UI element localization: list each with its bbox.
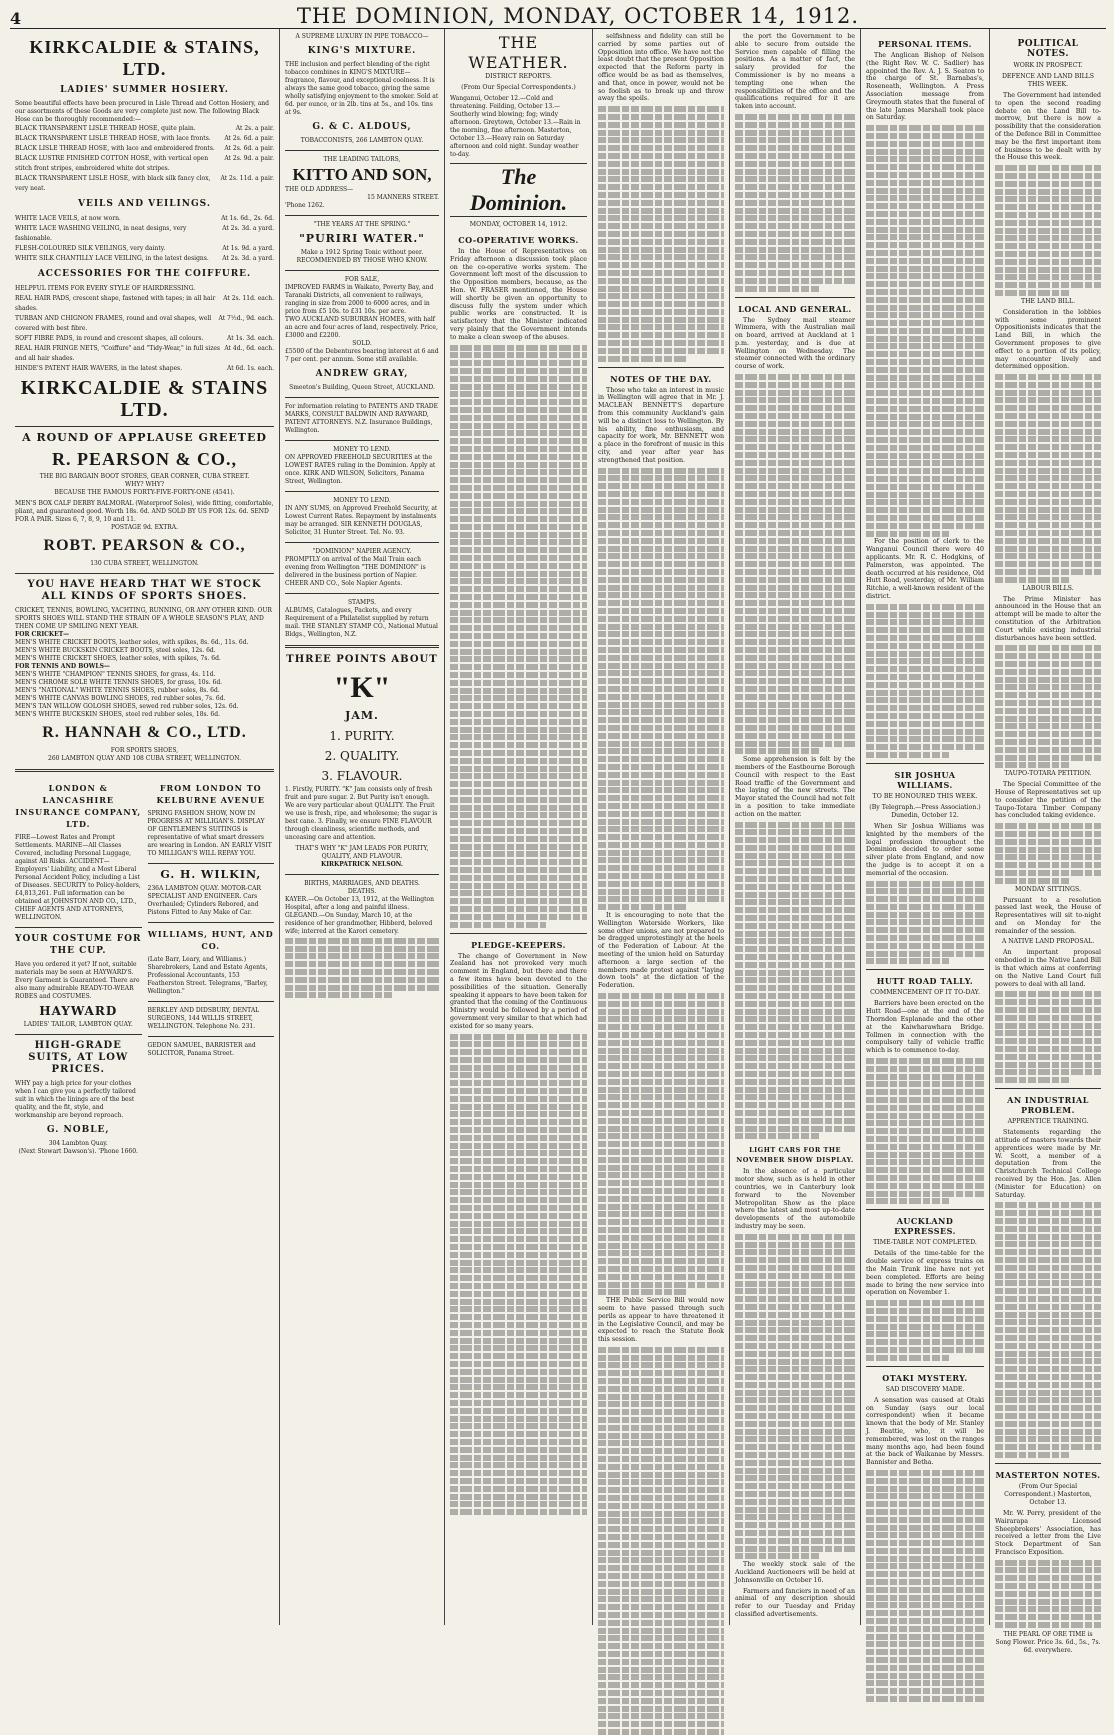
dominion-masthead: The Dominion.: [450, 163, 587, 217]
local-body: The Sydney mail steamer Wimmera, with the Australian mail on board, arrived at Auckland at 1 p.m. yesterday, and is due at Wellington on Wednesday. The steamer connected with the ordinary course of work.: [735, 316, 855, 371]
sold-heading: SOLD.: [352, 340, 372, 347]
jam-title: JAM.: [345, 709, 379, 722]
births-heading: BIRTHS, MARRIAGES, AND DEATHS.: [304, 880, 420, 887]
fanciers-note: Farmers and fanciers in need of an animal of any description should refer to our Tuesday and Friday classified advertisements.: [735, 1587, 855, 1618]
item-name: REAL HAIR PADS, crescent shape, fastened with tapes; in all hair shades.: [15, 295, 216, 312]
leading-tailors: THE LEADING TAILORS,: [323, 156, 401, 163]
wilkin-title: G. H. WILKIN,: [160, 868, 262, 881]
kitto-title: KITTO AND SON,: [292, 165, 432, 184]
masterton-body: Mr. W. Perry, president of the Wairarapa Licensed Sheepbrokers' Association, has received a letter from the Live Stock Department of San Francisco Exposition.: [995, 1509, 1101, 1556]
for-cricket: FOR CRICKET—: [15, 631, 70, 638]
puriri-body: Make a 1912 Spring Tonic without peer. RECOMMENDED BY THOSE WHO KNOW.: [296, 249, 428, 264]
auckland-heading: AUCKLAND EXPRESSES.: [894, 1216, 956, 1237]
hutt-road-heading: HUTT ROAD TALLY.: [876, 976, 974, 987]
kirkcaldie-title-2: KIRKCALDIE & STAINS LTD.: [20, 377, 269, 421]
kitto-phone: 'Phone 1262.: [285, 202, 325, 209]
auckland-body: Details of the time-table for the double service of express trains on the Main Trunk line have not yet been completed. Efforts are being made to bring the new service into operation on November 1.: [866, 1250, 984, 1297]
item-price: At 7½d., 9d. each.: [218, 315, 274, 322]
for-sale-heading: FOR SALE,: [344, 276, 380, 283]
public-service-body: THE Public Service Bill would now seem to have passed through such perils as appear to have threatened it in the Legislative Council, and may be expected to reach the Statute Book this session.: [598, 1297, 724, 1344]
point-flavour: 3. FLAVOUR.: [321, 769, 403, 783]
hannah-sub: FOR SPORTS SHOES,: [110, 747, 179, 754]
price-row: [15, 134, 274, 144]
item-name: WHITE SILK CHANTILLY LACE VEILING, in the latest designs.: [15, 255, 209, 262]
item-price: At 4d., 6d. each.: [224, 345, 274, 352]
patents-text: For information relating to PATENTS AND TRADE MARKS, CONSULT BALDWIN AND RAYWARD, PATENT ATTORNEYS. N.Z. Insurance Buildings, Wellington.: [285, 403, 438, 434]
kelburne-title: FROM LONDON TO KELBURNE AVENUE: [156, 783, 266, 805]
robt-pearson-title: ROBT. PEARSON & CO.,: [43, 537, 246, 554]
weather-title: THE WEATHER.: [468, 33, 569, 72]
high-grade-title: HIGH-GRADE SUITS, AT LOW PRICES.: [28, 1040, 129, 1075]
sold-body: £5500 of the Debentures bearing interest at 6 and 7 per cent. per annum. Some still available.: [285, 348, 439, 363]
item-name: BLACK LUSTRE FINISHED COTTON HOSE, with vertical open stitch front stripes, embroidered white dot stripes.: [15, 155, 209, 172]
veils-list: [15, 214, 274, 264]
item-name: BLACK TRANSPARENT LISLE THREAD HOSE, with lace fronts.: [15, 135, 211, 142]
honoured-body: When Sir Joshua Williams was knighted by the members of the legal profession throughout the Dominion decided to order some silver plate from England, and now the judge is to accept it on a memorial of the occasion.: [866, 822, 984, 877]
masterton-sub: (From Our Special Correspondent.) Masterton, October 13.: [1004, 1482, 1092, 1506]
hayward-address: LADIES' TAILOR, LAMBTON QUAY.: [23, 1021, 133, 1028]
point-purity: 1. PURITY.: [329, 729, 395, 743]
gedon-text: GEDON SAMUEL, BARRISTER and SOLICITOR, Panama Street.: [147, 1042, 256, 1057]
weather-body: Wanganui, October 12.—Cold and threatening. Feilding, October 13.—Southerly wind blowing; fog; windy afternoon. Greytown, October 13.—Rain in the morning, fine afternoon. Masterton, October 13.—Heavy rain on Saturday afternoon and cold night. Sunday weather to-day.: [450, 95, 581, 158]
item-name: TURBAN AND CHIGNON FRAMES, round and oval shapes, well covered with best fibre.: [15, 315, 212, 332]
light-cars-body: In the absence of a particular motor show, such as is held in other countries, we in Canterbury look forward to the November Metropolitan Show as the place where the latest and most up-to-date developments of the automobile industry may be seen.: [735, 1168, 855, 1230]
item-price: At 2s. 6d. a pair.: [224, 135, 274, 142]
monday-sub: MONDAY SITTINGS.: [1015, 885, 1081, 893]
price-row: [15, 284, 274, 294]
hosiery-heading: LADIES' SUMMER HOSIERY.: [60, 85, 229, 95]
pearson-sub: THE BIG BARGAIN BOOT STORES, GEAR CORNER, CUBA STREET.: [39, 473, 250, 480]
taupo-sub: TAUPO-TOTARA PETITION.: [1004, 770, 1092, 778]
luxury-text: A SUPREME LUXURY IN PIPE TOBACCO—: [295, 33, 429, 40]
price-row: [15, 224, 274, 244]
purity-list: 1. Firstly, PURITY. "K" Jam consists only of fresh fruit and pure sugar. 2. But Purity isn't enough. We are very particular about QUALITY. The Fruit we use is fresh, ripe, and wholesome; the sugar is best cane. 3. Finally, we ensure FINE FLAVOUR through cleanliness, scientific methods, and unceasing care and attention.: [285, 786, 438, 841]
noble-note: (Next Stewart Dawson's). 'Phone 1660.: [18, 1148, 138, 1155]
item-price: At 1s. 6d., 2s. 6d.: [221, 215, 274, 222]
berkley-text: BERKLEY AND DIDSBURY, DENTAL SURGEONS, 144 WILLIS STREET, WELLINGTON. Telephone No. 231.: [147, 1007, 260, 1030]
auckland-sub: TIME-TABLE NOT COMPLETED.: [873, 1239, 977, 1247]
item-name: BLACK TRANSPARENT LISLE THREAD HOSE, quite plain.: [15, 125, 196, 132]
column-ads-left: [10, 29, 280, 1625]
hosiery-intro: Some beautiful effects have been procured in Lisle Thread and Cotton Hosiery, and our assortments of these Goods are very complete just now. The following Black Hose can be thoroughly recommended:—: [15, 100, 269, 123]
native-sub: A NATIVE LAND PROPOSAL.: [1001, 938, 1095, 946]
three-points: THREE POINTS ABOUT: [286, 654, 438, 665]
list-item: MEN'S WHITE BUCKSKIN SHOES, steel red rubber soles, 18s. 6d.: [15, 711, 220, 718]
money-heading-1: MONEY TO LEND.: [333, 446, 391, 453]
item-price: At 2s. 11d. each.: [223, 295, 274, 302]
wilkin-body: 236A LAMBTON QUAY. MOTOR-CAR SPECIALIST AND ENGINEER. Cars Overhauled; Cylinders Rebored, and Pistons Fitted to Any Make of Car.: [147, 885, 261, 916]
item-name: BLACK TRANSPARENT LISLE HOSE, with black silk fancy clox, very neat.: [15, 175, 211, 192]
masthead-title: THE DOMINION, MONDAY, OCTOBER 14, 1912.: [296, 4, 860, 28]
item-price: At 2s. a pair.: [235, 125, 274, 132]
column-news-2: [861, 29, 990, 1625]
personal-heading: PERSONAL ITEMS.: [878, 39, 972, 49]
labour-bills-sub: LABOUR BILLS.: [1022, 584, 1074, 592]
price-row: [15, 174, 274, 194]
money-body-2: IN ANY SUMS, on Approved Freehold Security, at Lowest Current Rates. Repayment by instalments may be arranged. SIR KENNETH DOUGLAS, Solicitor, 31 Hunter Street. Tel. No. 93.: [285, 505, 438, 536]
apprentice-sub: APPRENTICE TRAINING.: [1007, 1118, 1089, 1126]
otaki-sub: SAD DISCOVERY MADE.: [885, 1385, 965, 1393]
hutt-road-body: Barriers have been erected on the Hutt Road—one at the end of the Thorndon Esplanade and the other at the Kaiwharawhara Bridge. Tollmen in connection with the compulsory tally of vehicle traffic which is to commence to-day.: [866, 1000, 984, 1055]
masterton-heading: MASTERTON NOTES.: [995, 1469, 1101, 1480]
price-row: [15, 214, 274, 224]
industrial-heading: AN INDUSTRIAL PROBLEM.: [1007, 1095, 1089, 1116]
london-insurance-title: LONDON & LANCASHIRE INSURANCE COMPANY, LTD.: [15, 783, 142, 829]
price-row: [15, 154, 274, 174]
personal-body: The Anglican Bishop of Nelson (the Right Rev. W. C. Sadlier) has appointed the Rev. A. J. S. Seaton to the charge of St. Barnabas's, Roseneath, Wellington. A Press Association message from Greymouth states that the funeral of the late James Marshall took place on Saturday.: [866, 52, 984, 122]
price-row: [15, 344, 274, 364]
list-item: MEN'S CHROME SOLE WHITE TENNIS SHOES, for grass, 10s. 6d.: [15, 679, 223, 686]
farms-text: IMPROVED FARMS in Waikato, Poverty Bay, and Taranaki Districts, all convenient to railways, ranging in size from 2000 to 6000 acres, and in price from £5 10s. to £31 10s. per acre.: [285, 284, 434, 315]
manners-street: 15 MANNERS STREET.: [367, 194, 439, 201]
money-body-1: ON APPROVED FREEHOLD SECURITIES at the LOWEST RATES ruling in the Dominion. Apply at once. KIRK AND WILSON, Solicitors, Panama Street, Wellington.: [285, 454, 436, 485]
price-row: [15, 334, 274, 344]
editorial-continued: selfishness and fidelity can still be carried by some parties out of Opposition into office. We have not the least doubt that the present Opposition expected that the Reform party in office would be as bad as themselves, and that, once in power, would not be so foolish as to break up and throw away the spoils.: [598, 33, 724, 103]
column-political: [990, 29, 1106, 1655]
gray-title: ANDREW GRAY,: [315, 369, 409, 379]
industrial-body: Statements regarding the attitude of masters towards their apprentices were made by Mr. W. Scott, a member of a deputation from the Christchurch Technical College received by the Hon. Jas. Allen (Minister for Education) on Saturday.: [995, 1129, 1101, 1199]
native-body: An important proposal embodied in the Native Land Bill is that which aims at conferring on the Native Land Court full powers to deal with all land.: [995, 949, 1101, 988]
coiffure-heading: ACCESSORIES FOR THE COIFFURE.: [37, 269, 252, 279]
price-row: [15, 314, 274, 334]
item-name: HINDE'S PATENT HAIR WAVERS, in the latest shapes.: [15, 365, 183, 372]
labour-bills-body: The Prime Minister has announced in the House that an attempt will be made to alter the constitution of the Arbitration Court while existing industrial disturbances have been settled.: [995, 595, 1101, 642]
item-name: SOFT FIBRE PADS, in round and crescent shapes, all colours.: [15, 335, 204, 342]
otaki-body: A sensation was caused at Otaki on Sunday (says our local correspondent) when it became known that the body of Mr. Stanley J. Beattie, who, it will be remembered, was lost on the ranges many months ago, had been found at the back of Waikanae by Messrs. Bannister and Betha.: [866, 1396, 984, 1467]
pledge-heading: PLEDGE-KEEPERS.: [471, 939, 566, 950]
weekly-sale: The weekly stock sale of the Auckland Auctioneers will be held at Johnsonville on October 16.: [735, 1561, 855, 1584]
costume-body: Have you ordered it yet? If not, suitable materials may be seen at HAYWARD'S. Every Garment is Guaranteed. There are also many admirable READY-TO-WEAR ROBES and COSTUMES.: [15, 961, 140, 1000]
years-spring: "THE YEARS AT THE SPRING.": [313, 221, 411, 228]
sports-heading: YOU HAVE HEARD THAT WE STOCK ALL KINDS OF SPORTS SHOES.: [27, 579, 262, 602]
taupo-body: The Special Committee of the House of Representatives set up to consider the petition of the Taupo-Totara Timber Company has concluded taking evidence.: [995, 781, 1101, 820]
list-item: MEN'S "NATIONAL" WHITE TENNIS SHOES, rubber soles, 8s. 6d.: [15, 687, 220, 694]
hannah-title: R. HANNAH & CO., LTD.: [42, 724, 247, 741]
price-row: [15, 144, 274, 154]
hayward-title: HAYWARD: [39, 1004, 118, 1018]
otaki-heading: OTAKI MYSTERY.: [882, 1372, 968, 1383]
hannah-address: 260 LAMBTON QUAY AND 108 CUBA STREET, WELLINGTON.: [48, 755, 241, 762]
noble-address: 304 Lambton Quay.: [48, 1140, 108, 1147]
item-name: BLACK LISLE THREAD HOSE, with lace and embroidered fronts.: [15, 145, 215, 152]
pearl-ad: THE PEARL OF ORE TIME is Song Flower. Price 3s. 6d., 5s., 7s. 6d. everywhere.: [995, 1631, 1101, 1655]
why-text: WHY? WHY?: [124, 481, 165, 488]
item-price: At 1s. 9d. a yard.: [222, 245, 274, 252]
kelburne-body: SPRING FASHION SHOW, NOW IN PROGRESS AT MILLIGAN'S. DISPLAY OF GENTLEMEN'S SUITINGS is representative of what smart dressers are wearing in London. AN EARLY VISIT TO MILLIGAN'S WILL REPAY YOU.: [147, 810, 272, 857]
postage-text: POSTAGE 9d. EXTRA.: [110, 524, 179, 531]
item-price: At 6d. 1s. each.: [227, 365, 274, 372]
costume-title: YOUR COSTUME FOR THE CUP.: [15, 934, 142, 956]
aldous-sub: TOBACCONISTS, 266 LAMBTON QUAY.: [300, 137, 424, 144]
column-ads-middle: [280, 29, 445, 1625]
local-heading: LOCAL AND GENERAL.: [738, 303, 852, 314]
price-row: [15, 364, 274, 374]
price-row: [15, 254, 274, 264]
price-row: [15, 244, 274, 254]
deaths-heading: DEATHS.: [347, 888, 377, 895]
hutt-road-sub: COMMENCEMENT OF IT TO-DAY.: [870, 989, 980, 997]
tennis-list: [15, 671, 274, 719]
news-continued: the port the Government to be able to secure from outside the Service men capable of filling the positions. As a matter of fact, the salary provided for the Commissioner is by no means a tempting one when the responsibilities of the office and the qualifications required for it are taken into account.: [735, 33, 855, 111]
light-cars-heading: LIGHT CARS FOR THE NOVEMBER SHOW DISPLAY.: [736, 1146, 854, 1165]
high-grade-body: WHY pay a high price for your clothes when I can give you a perfectly tailored suit in which the linings are of the best quality, and the fit, style, and workmanship are beyond reproach.: [15, 1080, 136, 1119]
column-news-1: [730, 29, 861, 1625]
page-number: 4: [10, 9, 22, 28]
land-bill-body: Consideration in the lobbies with some prominent Oppositionists indicates that the Land Bill, in which the Government proposes to give effect to a portion of its policy, may encounter lively and determined opposition.: [995, 308, 1101, 371]
williams-body: (Late Barr, Leary, and Williams.) Sharebrokers, Land and Estate Agents, Professional Accountants, 153 Featherston Street. Telegrams, "Barley, Wellington.": [147, 956, 268, 995]
item-price: At 2s. 9d. a pair.: [224, 155, 274, 162]
money-heading-2: MONEY TO LEND.: [333, 497, 391, 504]
price-row: [15, 124, 274, 134]
balmoral-text: MEN'S BOX CALF DERBY BALMORAL (Waterproof Soles), wide fitting, comfortable, pliant, and guaranteed good. Worth 18s. 6d. AND SOLD BY US FOR 12s. 6d. SEND FOR A PAIR. Sizes 6, 7, 8, 9, 10 and 11.: [15, 500, 274, 523]
defence-sub: DEFENCE AND LAND BILLS THIS WEEK.: [1001, 73, 1095, 88]
point-quality: 2. QUALITY.: [324, 749, 400, 763]
old-address: THE OLD ADDRESS—: [285, 186, 354, 193]
k-brand: "K": [333, 671, 391, 704]
suburban-text: TWO AUCKLAND SUBURBAN HOMES, with half an acre and four acres of land, respectively. Price, £3000 and £2200.: [285, 316, 438, 339]
weather-source: (From Our Special Correspondents.): [461, 84, 576, 91]
stamps-heading: STAMPS.: [347, 599, 377, 606]
column-editorial-1: [445, 29, 593, 1625]
gray-address: Smeeton's Building, Queen Street, AUCKLAND.: [289, 384, 435, 391]
london-insurance-body: FIRE—Lowest Rates and Prompt Settlements. MARINE—All Classes Covered, including Personal Luggage, against All Risks. ACCIDENT—Employers' Liability, and a Most Liberal Personal Accident Policy, including a List of Diseases. SECURITY to Policy-holders, £4,813,261. Full information can be obtained at JOHNSTON AND CO., LTD., CHIEF AGENTS AND ATTORNEYS, WELLINGTON.: [15, 834, 141, 921]
stamps-body: ALBUMS, Catalogues, Packets, and every Requirement of a Philatelist supplied by return mail. THE STANLEY STAMP CO., National Mutual Bldgs., Wellington, N.Z.: [285, 607, 438, 638]
defence-body: The Government had intended to open the second reading debate on the Land Bill to-morrow, but there is now a possibility that the consideration of the Defence Bill in Committee may be the first important item of business to be dealt with by the House this week.: [995, 92, 1101, 162]
masthead: [10, 4, 1106, 29]
kings-body: THE inclusion and perfect blending of the right tobacco combines in KING'S MIXTURE—fragrance, flavour, and exceptional coolness. It is always the same good tobacco, giving the same wholly satisfying enjoyment to the smoker. Sold at 6d. per ounce, or in 2lb. tins at 5s., and 10s. tins at 9s.: [285, 61, 439, 116]
local-body-2: Some apprehension is felt by the members of the Eastbourne Borough Council with respect to the East Road traffic of the Government and the laying of the new streets. The Mayor stated the Council had not felt in a position to take immediate action on the matter.: [735, 756, 855, 818]
k-jam-tagline: THAT'S WHY "K" JAM LEADS FOR PURITY, QUALITY, AND FLAVOUR.: [295, 845, 429, 860]
waterside-body: It is encouraging to note that the Wellington Waterside Workers, like some other unions, are not prepared to be dragged unprotestingly at the heels of the Federation of Labour. At the meeting of the union held on Saturday afternoon a large section of the members made protest against "laying down tools" at the dictation of the Federation.: [598, 912, 724, 990]
monday-body: Pursuant to a resolution passed last week, the House of Representatives will sit to-night and on Monday for the remainder of the session.: [995, 896, 1101, 935]
item-name: WHITE LACE VEILS, at now worn.: [15, 215, 121, 222]
pearson-title: R. PEARSON & CO.,: [51, 449, 237, 469]
item-name: FLESH-COLOURED SILK VEILINGS, very dainty.: [15, 245, 166, 252]
coop-body: In the House of Representatives on Friday afternoon a discussion took place on the co-operative works system. The Government left most of the discussion to the Opposition members, because, as the Hon. W. FRASER mentioned, the House will shortly be given an opportunity to discuss fully the system under which public works are constructed. It is satisfactory that the Minister indicated very plainly that the Government intends to make a clean sweep of the abuses.: [450, 248, 587, 341]
sports-body: CRICKET, TENNIS, BOWLING, YACHTING, RUNNING, OR ANY OTHER KIND. OUR SPORTS SHOES WILL STAND THE STRAIN OF A WHOLE SEASON'S PLAY, AND THEN COME UP SMILING NEXT YEAR.: [15, 607, 272, 630]
list-item: MEN'S TAN WILLOW GOLOSH SHOES, sewed red rubber soles, 12s. 6d.: [15, 703, 239, 710]
land-bill-sub: THE LAND BILL.: [1020, 297, 1076, 305]
column-editorial-2: [593, 29, 730, 1625]
robt-pearson-address: 130 CUBA STREET, WELLINGTON.: [90, 560, 199, 567]
political-heading: POLITICAL NOTES.: [1017, 39, 1079, 59]
kirkcaldie-title: KIRKCALDIE & STAINS, LTD.: [29, 37, 260, 79]
personal-body-2: For the position of clerk to the Wanganui Council there were 40 applicants. Mr. R. C. Hodgkins, of Palmerston, was appointed. The death occurred at his residence, Old Hutt Road, yesterday, of Mr. William Ritchie, a well-known resident of the district.: [866, 538, 984, 600]
kings-title: KING'S MIXTURE.: [307, 46, 417, 56]
noble-title: G. NOBLE,: [46, 1125, 110, 1135]
notes-body: Those who take an interest in music in Wellington will agree that in Mr. J. MACLEAN BENNETT'S departure from this community Auckland's gain will be a distinct loss to Wellington. By his ability, fine enthusiasm, and capacity for work, Mr. BENNETT won a place in the forefront of music in this city, and year after year has strengthened that position.: [598, 386, 724, 464]
williams-title: WILLIAMS, HUNT, AND CO.: [147, 929, 274, 951]
honoured-subheading: TO BE HONOURED THIS WEEK.: [872, 792, 978, 800]
aldous-title: G. & C. ALDOUS,: [312, 122, 412, 132]
sir-joshua-heading: SIR JOSHUA WILLIAMS.: [894, 769, 956, 790]
hosiery-list: [15, 124, 274, 194]
cricket-list: [15, 639, 274, 663]
notes-heading: NOTES OF THE DAY.: [610, 373, 712, 384]
veils-heading: VEILS AND VEILINGS.: [78, 199, 211, 209]
list-item: MEN'S WHITE CRICKET SHOES, leather soles, with spikes, 7s. 6d.: [15, 655, 221, 662]
item-name: WHITE LACE WASHING VEILING, in neat designs, very fashionable.: [15, 225, 187, 242]
coop-heading: CO-OPERATIVE WORKS.: [458, 235, 579, 245]
item-price: At 2s. 6d. a pair.: [224, 145, 274, 152]
list-item: MEN'S WHITE CANVAS BOWLING SHOES, red rubber soles, 7s. 6d.: [15, 695, 226, 702]
dominion-dateline: MONDAY, OCTOBER 14, 1912.: [469, 221, 568, 228]
pledge-body: The change of Government in New Zealand has not provoked very much comment in England, but there and there a few items have been devoted to the possibilities of the situation. Generally speaking it appears to have been taken for granted that the coming of the Continuous Ministry would be followed by a period of government very similar to that which had existed for so many years.: [450, 952, 587, 1030]
kirkpatrick-text: KIRKPATRICK NELSON.: [321, 861, 403, 868]
item-price: At 1s. 3d. each.: [227, 335, 274, 342]
puriri-title: "PURIRI WATER.": [299, 232, 425, 245]
list-item: MEN'S WHITE BUCKSKIN CRICKET BOOTS, steel soles, 12s. 6d.: [15, 647, 216, 654]
list-item: MEN'S WHITE CRICKET BOOTS, leather soles, with spikes, 8s. 6d., 11s. 6d.: [15, 639, 249, 646]
item-price: At 2s. 3d. a yard.: [222, 225, 274, 232]
item-name: HELPFUL ITEMS FOR EVERY STYLE OF HAIRDRESSING.: [15, 285, 196, 292]
item-price: At 2s. 11d. a pair.: [220, 175, 274, 182]
price-row: [15, 294, 274, 314]
honoured-dateline: (By Telegraph.—Press Association.) Dunedin, October 12.: [869, 803, 981, 819]
for-tennis: FOR TENNIS AND BOWLS—: [15, 663, 110, 670]
deaths-body: KAYER.—On October 13, 1912, at the Wellington Hospital, after a long and painful illness. GLEGAND.—On Sunday, March 10, at the residence of her grandmother, Hibberd, beloved wife; interred at the Karori cemetery.: [285, 896, 434, 935]
item-price: At 2s. 3d. a yard.: [222, 255, 274, 262]
item-name: REAL HAIR FRINGE NETS, "Coiffure" and "Tidy-Wear," in full sizes and all hair shades.: [15, 345, 220, 362]
applause-heading: A ROUND OF APPLAUSE GREETED: [22, 431, 267, 444]
prospect-sub: WORK IN PROSPECT.: [1013, 62, 1083, 69]
district-reports: DISTRICT REPORTS.: [485, 73, 552, 80]
list-item: MEN'S WHITE "CHAMPION" TENNIS SHOES, for grass, 4s. 11d.: [15, 671, 216, 678]
coiffure-list: [15, 284, 274, 374]
because-text: BECAUSE THE FAMOUS FORTY-FIVE-FORTY-ONE (4541).: [54, 489, 235, 496]
napier-body: PROMPTLY on arrival of the Mail Train each evening from Wellington "THE DOMINION" is delivered in the business portion of Napier. CHEER AND CO., Sole Napier Agents.: [285, 556, 426, 587]
napier-heading: "DOMINION" NAPIER AGENCY.: [312, 548, 412, 555]
